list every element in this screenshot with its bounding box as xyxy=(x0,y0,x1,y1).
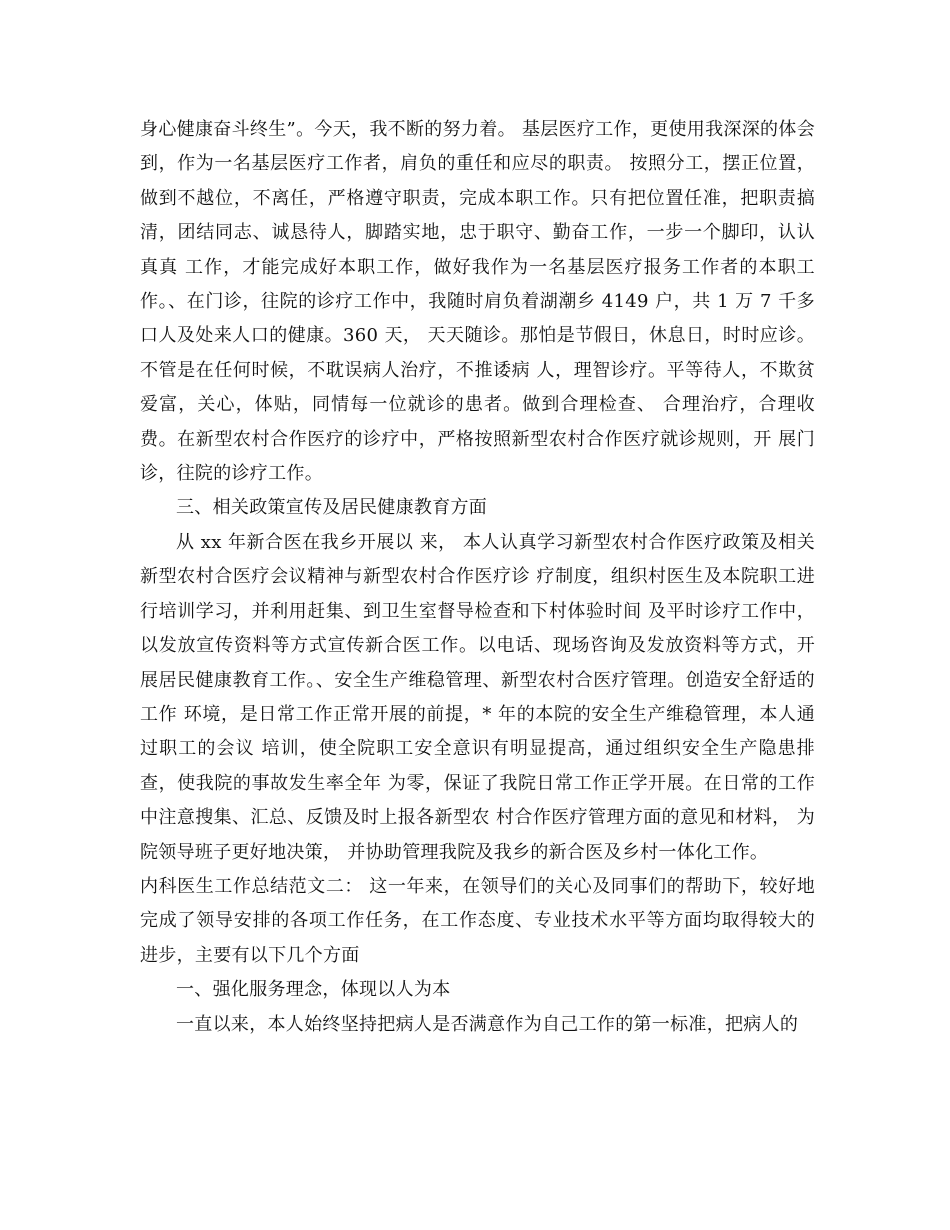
document-body xyxy=(140,113,815,1042)
paragraph-work-duties: 身心健康奋斗终生”。今天，我不断的努力着。 基层医疗工作，更使用我深深的体会到，作为一名基层医疗工作者，肩负的重任和应尽的职责。 按照分工，摆正位置，做到不越位，不离任，严格遵守职责，完成本职工作。只有把位置任准，把职责搞清，团结同志、诚恳待人，脚踏实地，忠于职守、勤奋工作，一步一个脚印，认认真真 工作，才能完成好本职工作，做好我作为一名基层医疗报务工作者的本职工作。、在门诊，往院的诊疗工作中，我随时肩负着湖潮乡 4149 户，共 1 万 7 千多口人及处来人口的健康。360 天， 天天随诊。那怕是节假日，休息日，时时应诊。不管是在任何时候，不耽误病人治疗，不推诿病 人，理智诊疗。平等待人，不欺贫爱富，关心，体贴，同情每一位就诊的患者。做到合理检查、 合理治疗，合理收费。在新型农村合作医疗的诊疗中，严格按照新型农村合作医疗就诊规则，开 展门诊，往院的诊疗工作。 xyxy=(140,119,815,485)
section-heading-policy-publicity: 三、相关政策宣传及居民健康教育方面 xyxy=(176,497,488,519)
paragraph-sample-two-intro: 内科医生工作总结范文二： 这一年来，在领导们的关心及同事们的帮助下，较好地完成了领导安排的各项工作任务，在工作态度、专业技术水平等方面均取得较大的进步，主要有以下几个方面 xyxy=(140,875,815,966)
paragraph-policy-publicity: 从 xx 年新合医在我乡开展以 来， 本人认真学习新型农村合作医疗政策及相关新型农村合医疗会议精神与新型农村合作医疗诊 疗制度，组织村医生及本院职工进行培训学习，并利用赶集、到卫生室督导检查和下村体验时间 及平时诊疗工作中，以发放宣传资料等方式宣传新合医工作。以电话、现场咨询及发放资料等方式，开展居民健康教育工作。、安全生产维稳管理、新型农村合医疗管理。创造安全舒适的工作 环境，是日常工作正常开展的前提，* 年的本院的安全生产维稳管理，本人通过职工的会议 培训，使全院职工安全意识有明显提高，通过组织安全生产隐患排查，使我院的事故发生率全年 为零，保证了我院日常工作正学开展。在日常的工作中注意搜集、汇总、反馈及时上报各新型农 村合作医疗管理方面的意见和材料， 为院领导班子更好地决策， 并协助管理我院及我乡的新合医及乡村一体化工作。 xyxy=(140,531,815,863)
section-heading-service-concept: 一、强化服务理念，体现以人为本 xyxy=(176,979,451,1001)
paragraph-service-concept: 一直以来，本人始终坚持把病人是否满意作为自己工作的第一标准，把病人的 xyxy=(176,1013,799,1035)
